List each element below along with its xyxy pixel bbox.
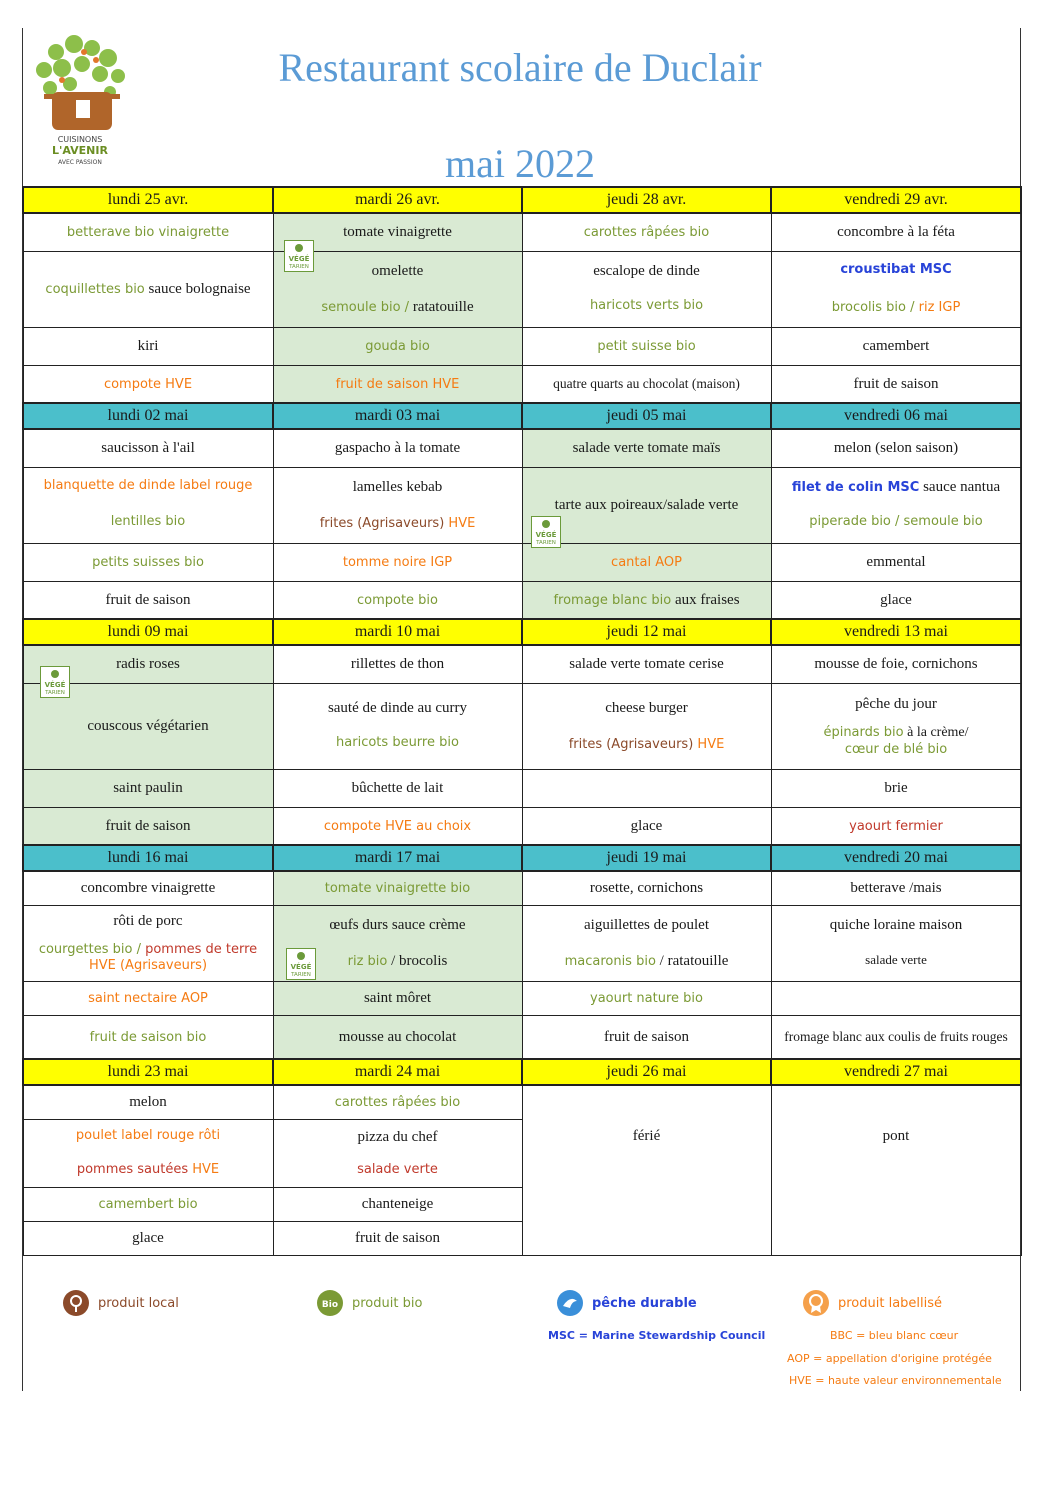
dish-bio: piperade bio / semoule bio (809, 514, 983, 529)
plat-row (23, 1119, 1021, 1187)
dish: œufs durs sauce crème (329, 917, 466, 933)
dish: tomate vinaigrette (343, 224, 452, 241)
dish: couscous végétarien (87, 718, 209, 734)
dish: salade verte tomate cerise (569, 656, 724, 673)
fromage-row (23, 769, 1021, 807)
dish-bio: épinards bio (823, 724, 904, 740)
dish-bio: lentilles bio (110, 514, 186, 529)
menu-cell (522, 467, 771, 546)
dish-label: tomme noire IGP (342, 555, 453, 570)
menu-cell (522, 905, 771, 981)
dish-bio: fruit de saison bio (89, 1029, 207, 1045)
dish: mousse de foie, cornichons (814, 656, 978, 673)
dish-label: saint nectaire AOP (88, 991, 208, 1006)
menu-cell (273, 683, 522, 769)
dish-local: pommes sautées (76, 1161, 189, 1177)
aop-note: AOP = appellation d'origine protégée (787, 1352, 992, 1365)
menu-cell (522, 871, 771, 905)
svg-text:TARIEN: TARIEN (288, 263, 309, 270)
svg-text:VÉGÉ: VÉGÉ (290, 962, 311, 971)
dish-local: pommes de terre (140, 942, 258, 958)
dish-label: compote HVE au choix (323, 818, 472, 834)
dish: pont (882, 1128, 910, 1144)
svg-text:VÉGÉ: VÉGÉ (288, 254, 309, 263)
dish-line (28, 1160, 269, 1178)
day-header: mardi 24 mai (273, 1059, 522, 1085)
day-header: jeudi 19 mai (522, 845, 771, 871)
menu-cell (23, 905, 273, 981)
day-header: vendredi 13 mai (771, 619, 1021, 645)
menu-cell (273, 769, 522, 807)
dish-bio: yaourt nature bio (590, 991, 703, 1006)
legend-bio (316, 1288, 422, 1318)
dessert-row (23, 1015, 1021, 1059)
dish-bio: compote bio (356, 592, 438, 608)
menu-cell (771, 645, 1021, 683)
dish: à la crème/ (903, 724, 969, 740)
dish-bio: cœur de blé bio (844, 741, 948, 757)
menu-table (22, 186, 1022, 1256)
dish-local: frites (Agrisaveurs) (568, 737, 694, 752)
menu-cell (522, 251, 771, 327)
menu-cell (522, 581, 771, 619)
menu-cell (23, 680, 273, 769)
menu-cell (23, 769, 273, 807)
menu-cell (771, 683, 1021, 769)
menu-cell (273, 807, 522, 845)
menu-cell (23, 365, 273, 403)
menu-cell (273, 429, 522, 467)
dish: / brocolis (387, 953, 448, 969)
dish: glace (880, 591, 912, 608)
legend-label (802, 1288, 942, 1318)
dish: sauce bolognaise (144, 281, 251, 297)
dish: salade verte (865, 952, 927, 967)
menu-cell (23, 871, 273, 905)
dish: saint môret (363, 990, 432, 1006)
dish: pêche du jour (855, 695, 937, 712)
month-title: mai 2022 (445, 141, 595, 186)
day-header: mardi 10 mai (273, 619, 522, 645)
fromage-row (23, 543, 1021, 581)
svg-text:VÉGÉ: VÉGÉ (535, 530, 556, 539)
menu-cell (522, 1221, 771, 1255)
dish-line (28, 940, 269, 958)
dish-line (527, 735, 767, 753)
menu-cell (23, 467, 273, 543)
dish: fruit de saison (355, 1230, 440, 1246)
menu-cell (273, 981, 522, 1015)
menu-cell (522, 1119, 771, 1187)
dish: concombre vinaigrette (80, 880, 216, 897)
dish: concombre à la féta (837, 224, 955, 241)
local-product-icon (62, 1289, 90, 1317)
menu-cell (23, 981, 273, 1015)
menu-cell (522, 429, 771, 467)
entree-row (23, 429, 1021, 467)
dish-label: cantal AOP (611, 555, 682, 570)
day-header-row (23, 403, 1021, 429)
dish-bio: camembert bio (98, 1197, 198, 1212)
dish-line (278, 298, 518, 316)
menu-cell (23, 251, 273, 327)
dish: fruit de saison (853, 375, 939, 392)
dessert-row (23, 807, 1021, 845)
day-header-row (23, 1059, 1021, 1085)
day-header-row (23, 619, 1021, 645)
menu-cell (771, 1119, 1021, 1187)
dish-bio: haricots verts bio (589, 298, 704, 313)
dish-bio: fromage blanc bio (553, 592, 672, 608)
menu-cell (771, 905, 1021, 981)
dish: rosette, cornichons (589, 880, 704, 897)
menu-cell (771, 365, 1021, 403)
dish: melon (129, 1094, 167, 1111)
bio-product-icon (316, 1289, 344, 1317)
menu-cell (771, 327, 1021, 365)
day-header: mardi 03 mai (273, 403, 522, 429)
dish-bio: petits suisses bio (92, 555, 204, 570)
dish: sauté de dinde au curry (327, 700, 468, 716)
dish: kiri (137, 338, 159, 354)
menu-cell (23, 1119, 273, 1187)
dish-label: HVE (188, 1161, 220, 1177)
dish-label: fruit de saison HVE (335, 376, 460, 392)
menu-cell (522, 327, 771, 365)
day-header-row (23, 845, 1021, 871)
dish: mousse au chocolat (338, 1028, 457, 1045)
day-header: mardi 26 avr. (273, 187, 522, 213)
menu-cell (273, 871, 522, 905)
dish-bio: macaronis bio (564, 954, 656, 969)
dish: emmental (866, 554, 926, 570)
svg-text:TARIEN: TARIEN (290, 971, 311, 978)
vegetarian-badge-icon (286, 948, 316, 980)
dish: fruit de saison (604, 1028, 689, 1045)
menu-cell (273, 327, 522, 365)
dish: fruit de saison (105, 817, 191, 834)
logo-text-line2: L'AVENIR (52, 144, 108, 157)
menu-cell (522, 769, 771, 807)
legend-label: produit local (98, 1295, 179, 1311)
dish: gaspacho à la tomate (334, 440, 461, 457)
dish: glace (132, 1230, 164, 1246)
menu-cell (522, 543, 771, 581)
dish: pizza du chef (357, 1129, 438, 1146)
menu-cell (23, 1015, 273, 1059)
entree-row (23, 871, 1021, 905)
menu-cell (771, 581, 1021, 619)
dish-label: HVE (444, 516, 476, 531)
dish: ratatouille (409, 299, 474, 315)
menu-cell (23, 1085, 273, 1119)
menu-cell (23, 543, 273, 581)
plat-row (23, 683, 1021, 769)
menu-cell (23, 429, 273, 467)
dish: saint paulin (113, 780, 183, 796)
dish-label: HVE (Agrisaveurs) (88, 958, 208, 974)
dish: saucisson à l'ail (101, 440, 195, 457)
plat-row (23, 905, 1021, 981)
dish-bio: coquillettes bio (45, 282, 145, 297)
dish-label: HVE (693, 737, 725, 752)
bbc-note: BBC = bleu blanc cœur (830, 1329, 959, 1342)
plat-row (23, 467, 1021, 543)
entree-row (23, 645, 1021, 683)
menu-cell (771, 1187, 1021, 1221)
menu-cell (273, 467, 522, 543)
menu-cell (273, 543, 522, 581)
dish-label: riz IGP (914, 300, 961, 315)
dessert-row (23, 581, 1021, 619)
dish-bio: courgettes bio / (38, 942, 141, 958)
dish: radis roses (116, 656, 180, 673)
fromage-row (23, 327, 1021, 365)
menu-cell (273, 1187, 522, 1221)
dish: lamelles kebab (352, 479, 443, 495)
dish-label: blanquette de dinde label rouge (43, 478, 253, 493)
menu-cell (771, 1085, 1021, 1119)
menu-cell (522, 1015, 771, 1059)
menu-cell (23, 1187, 273, 1221)
legend-local (62, 1288, 179, 1318)
vegetarian-badge-icon (531, 516, 561, 548)
dish-bio: carottes râpées bio (334, 1095, 461, 1111)
menu-cell (771, 1015, 1021, 1059)
dish: / ratatouille (655, 953, 729, 969)
dish: chanteneige (361, 1196, 434, 1212)
menu-cell (771, 769, 1021, 807)
dish-bio: petit suisse bio (597, 339, 696, 354)
legend-label: produit labellisé (838, 1295, 943, 1311)
fromage-row (23, 1187, 1021, 1221)
menu-cell (273, 645, 522, 683)
day-header: vendredi 06 mai (771, 403, 1021, 429)
menu-cell (273, 251, 522, 327)
plat-row (23, 251, 1021, 327)
day-header: jeudi 26 mai (522, 1059, 771, 1085)
dish: quiche loraine maison (829, 917, 963, 933)
fromage-row (23, 981, 1021, 1015)
svg-text:TARIEN: TARIEN (535, 539, 556, 546)
svg-text:VÉGÉ: VÉGÉ (44, 680, 65, 689)
dish-bio: betterave bio vinaigrette (66, 225, 230, 241)
day-header: mardi 17 mai (273, 845, 522, 871)
legend-peche (556, 1288, 697, 1318)
day-header: vendredi 29 avr. (771, 187, 1021, 213)
menu-cell (23, 213, 273, 251)
day-header: vendredi 20 mai (771, 845, 1021, 871)
day-header: jeudi 05 mai (522, 403, 771, 429)
dish-msc: croustibat MSC (840, 262, 952, 277)
dish-bio: semoule bio / (321, 300, 410, 315)
dish-local: yaourt fermier (849, 818, 943, 834)
hve-note: HVE = haute valeur environnementale (789, 1374, 1002, 1387)
dish: fruit de saison (105, 591, 191, 608)
menu-cell (23, 581, 273, 619)
svg-text:TARIEN: TARIEN (44, 689, 65, 696)
dish-line (527, 952, 767, 970)
menu-cell (522, 365, 771, 403)
menu-cell (23, 807, 273, 845)
menu-cell (771, 1221, 1021, 1255)
menu-cell (273, 1221, 522, 1255)
dessert-row (23, 365, 1021, 403)
dish-line (776, 723, 1017, 742)
menu-cell (522, 1187, 771, 1221)
dish-msc: filet de colin MSC (791, 480, 920, 495)
menu-cell (522, 683, 771, 769)
day-header: lundi 23 mai (23, 1059, 273, 1085)
dish-line (776, 298, 1017, 316)
dish-bio: carottes râpées bio (583, 225, 710, 241)
menu-cell (273, 1119, 522, 1187)
menu-cell (273, 365, 522, 403)
dish: sauce nantua (919, 479, 1001, 495)
dish: betterave /mais (850, 880, 942, 897)
dish: cheese burger (605, 700, 688, 716)
menu-cell (522, 213, 771, 251)
dish-local: frites (Agrisaveurs) (319, 516, 445, 531)
dish: melon (selon saison) (833, 440, 959, 457)
menu-cell (23, 327, 273, 365)
menu-cell (522, 1085, 771, 1119)
dish: fromage blanc aux coulis de fruits rouges (784, 1028, 1008, 1044)
dish-line (776, 478, 1017, 496)
day-header-row (23, 187, 1021, 213)
day-header: lundi 16 mai (23, 845, 273, 871)
legend-label: pêche durable (592, 1295, 697, 1311)
menu-cell (771, 251, 1021, 327)
dish-bio: haricots beurre bio (336, 735, 459, 750)
menu-cell (273, 1015, 522, 1059)
dish: brie (884, 780, 908, 796)
day-header: lundi 09 mai (23, 619, 273, 645)
menu-cell (522, 981, 771, 1015)
svg-text:Bio: Bio (321, 1300, 339, 1310)
dish-bio: brocolis bio / (831, 300, 915, 315)
dish: férié (632, 1128, 661, 1144)
menu-cell (771, 981, 1021, 1015)
dish: omelette (371, 263, 424, 279)
dish: tarte aux poireaux/salade verte (554, 497, 739, 513)
page-title: Restaurant scolaire de Duclair (278, 45, 762, 90)
menu-cell (771, 213, 1021, 251)
dish-local: salade verte (357, 1162, 438, 1178)
dish: glace (630, 817, 663, 834)
dish-bio: tomate vinaigrette bio (324, 881, 471, 897)
dish: salade verte tomate maïs (572, 440, 721, 457)
menu-cell (771, 543, 1021, 581)
dish: aiguillettes de poulet (584, 917, 709, 933)
dish-label: poulet label rouge rôti (75, 1128, 221, 1144)
day-header: jeudi 28 avr. (522, 187, 771, 213)
menu-cell (522, 645, 771, 683)
dish: aux fraises (671, 591, 740, 608)
dish-bio: riz bio (347, 954, 388, 969)
menu-cell (771, 807, 1021, 845)
menu-cell (771, 871, 1021, 905)
dish-bio: gouda bio (365, 339, 430, 354)
logo-text-line3: AVEC PASSION (58, 159, 102, 166)
sustainable-fishing-icon (556, 1289, 584, 1317)
menu-cell (23, 1221, 273, 1255)
menu-cell (273, 905, 522, 981)
dish: bûchette de lait (351, 780, 444, 796)
dish-line (278, 514, 518, 532)
dish: rillettes de thon (350, 656, 445, 673)
day-header: jeudi 12 mai (522, 619, 771, 645)
day-header: lundi 02 mai (23, 403, 273, 429)
menu-cell (273, 1085, 522, 1119)
dish-label: compote HVE (103, 376, 193, 392)
dessert-row (23, 1221, 1021, 1255)
vegetarian-badge-icon (284, 240, 314, 272)
entree-row (23, 213, 1021, 251)
menu-cell (522, 807, 771, 845)
dish: camembert (862, 338, 930, 354)
day-header: lundi 25 avr. (23, 187, 273, 213)
logo-text-line1: CUISINONS (57, 135, 103, 144)
dish: escalope de dinde (593, 263, 700, 279)
dish: rôti de porc (113, 913, 183, 930)
legend-label: produit bio (352, 1295, 423, 1311)
entree-row (23, 1085, 1021, 1119)
dish: quatre quarts au chocolat (maison) (553, 375, 740, 391)
menu-cell (771, 467, 1021, 543)
label-product-icon (802, 1289, 830, 1317)
menu-cell (273, 581, 522, 619)
menu-cell (771, 429, 1021, 467)
vegetarian-badge-icon (40, 666, 70, 698)
msc-note: MSC = Marine Stewardship Council (548, 1329, 766, 1342)
day-header: vendredi 27 mai (771, 1059, 1021, 1085)
